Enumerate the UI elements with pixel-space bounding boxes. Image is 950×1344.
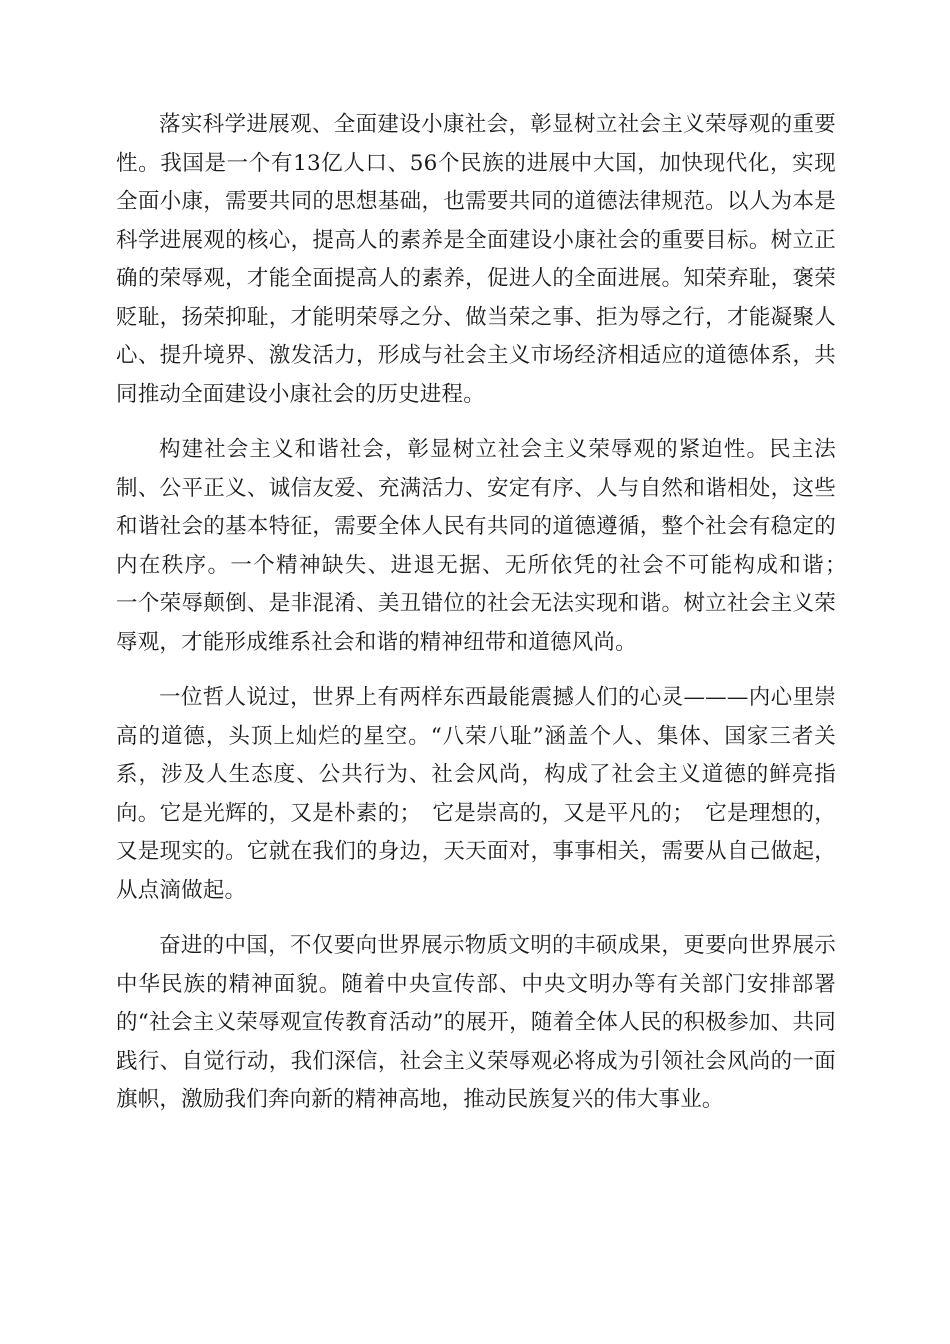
document-body [116, 106, 858, 1137]
paragraph-3: 一位哲人说过，世界上有两样东西最能震撼人们的心灵———内心里崇高的道德，头顶上灿烂的星空。“八荣八耻”涵盖个人、集体、国家三者关系，涉及人生态度、公共行为、社会风尚，构成了社会主义道德的鲜亮指向。它是光辉的，又是朴素的； 它是崇高的，又是平凡的； 它是理想的，又是现实的。它就在我们的身边，天天面对，事事相关，需要从自己做起，从点滴做起。 [116, 685, 836, 903]
paragraph-4: 奋进的中国，不仅要向世界展示物质文明的丰硕成果，更要向世界展示中华民族的精神面貌。随着中央宣传部、中央文明办等有关部门安排部署的“社会主义荣辱观宣传教育活动”的展开，随着全体人民的积极参加、共同践行、自觉行动，我们深信，社会主义荣辱观必将成为引领社会风尚的一面旗帜，激励我们奔向新的精神高地，推动民族复兴的伟大事业。 [116, 933, 836, 1112]
paragraph-1: 落实科学进展观、全面建设小康社会，彰显树立社会主义荣辱观的重要性。我国是一个有13亿人口、56个民族的进展中大国，加快现代化，实现全面小康，需要共同的思想基础，也需要共同的道德法律规范。以人为本是科学进展观的核心，提高人的素养是全面建设小康社会的重要目标。树立正确的荣辱观，才能全面提高人的素养，促进人的全面进展。知荣弃耻，褒荣贬耻，扬荣抑耻，才能明荣辱之分、做当荣之事、拒为辱之行，才能凝聚人心、提升境界、激发活力，形成与社会主义市场经济相适应的道德体系，共同推动全面建设小康社会的历史进程。 [116, 112, 836, 407]
paragraph-2: 构建社会主义和谐社会，彰显树立社会主义荣辱观的紧迫性。民主法制、公平正义、诚信友爱、充满活力、安定有序、人与自然和谐相处，这些和谐社会的基本特征，需要全体人民有共同的道德遵循，整个社会有稳定的内在秩序。一个精神缺失、进退无据、无所依凭的社会不可能构成和谐； 一个荣辱颠倒、是非混淆、美丑错位的社会无法实现和谐。树立社会主义荣辱观，才能形成维系社会和谐的精神纽带和道德风尚。 [116, 437, 858, 655]
